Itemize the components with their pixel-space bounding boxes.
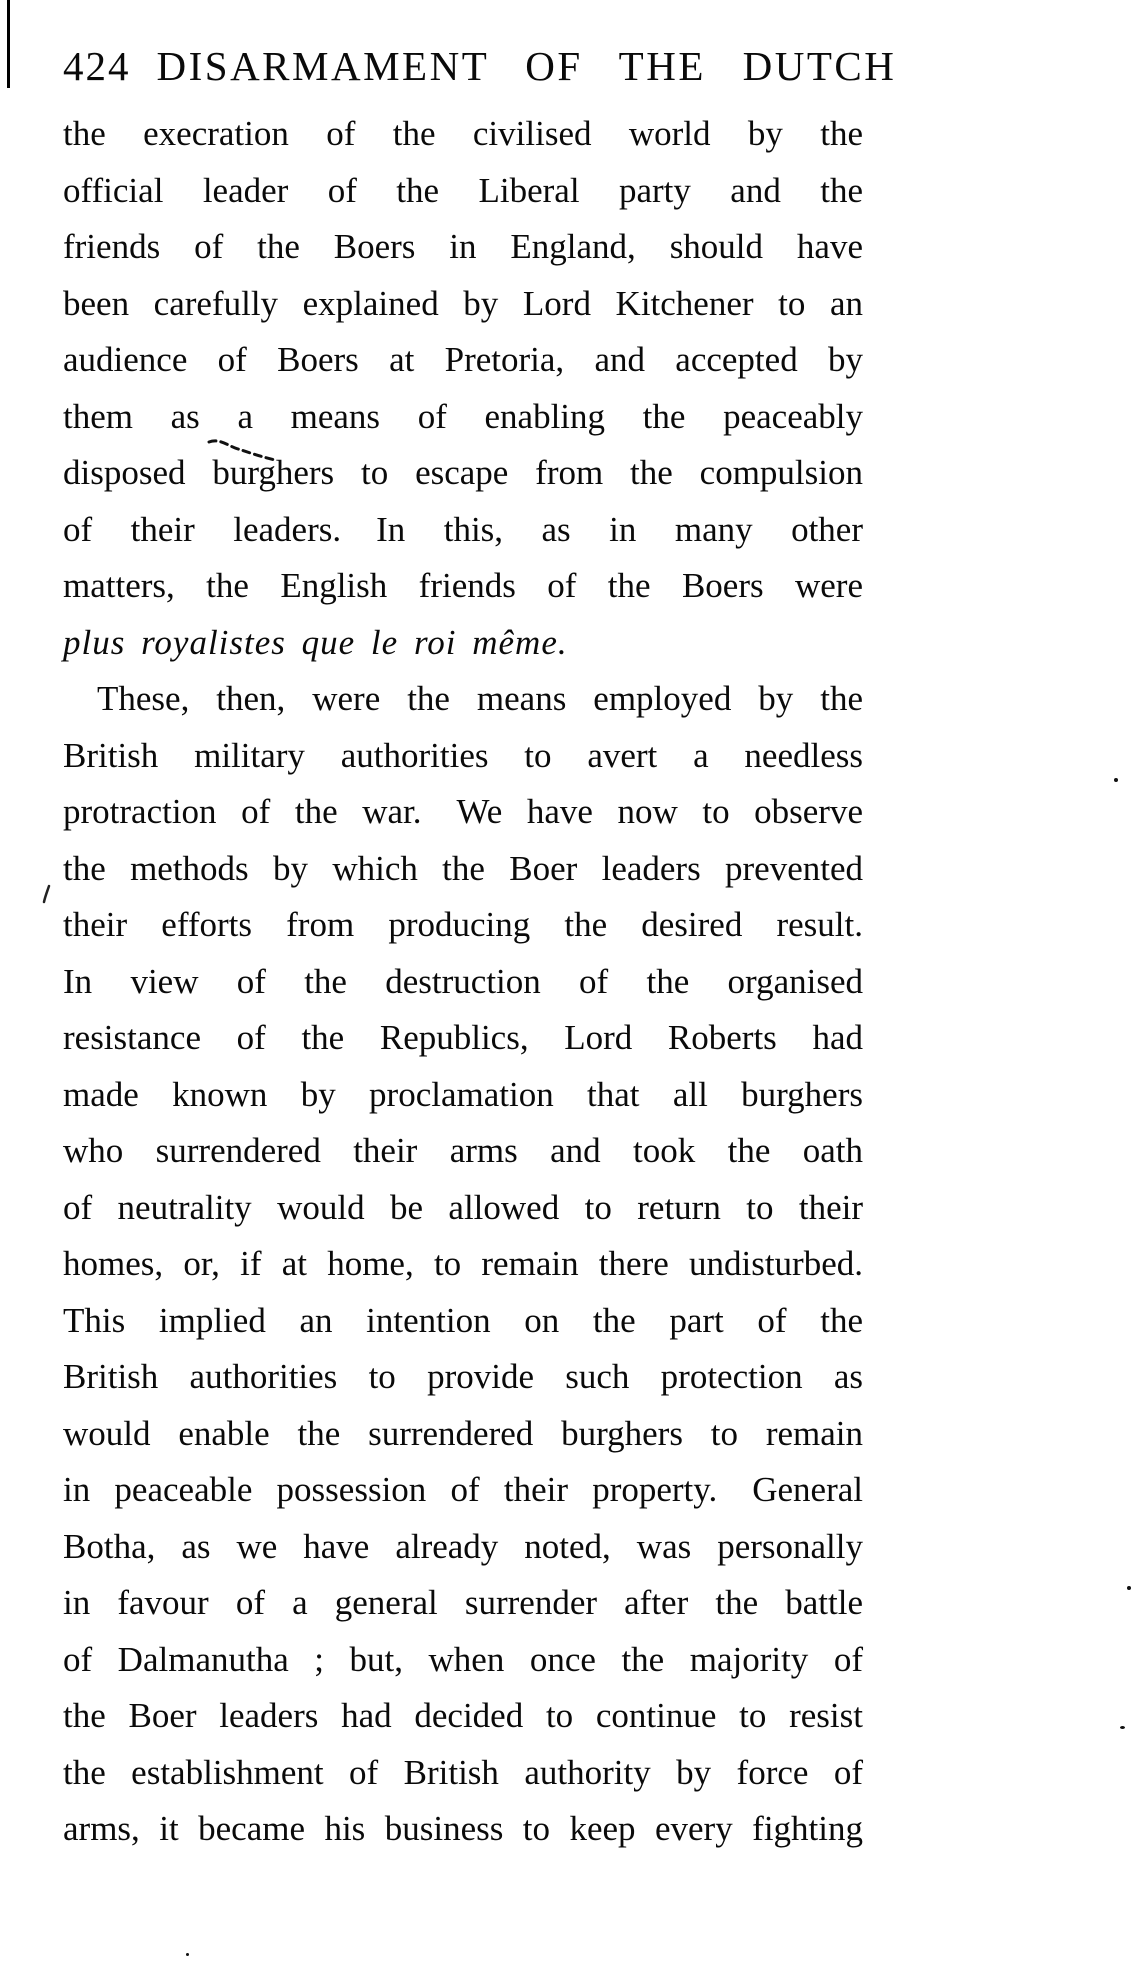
text-line: in favour of a general surrender after the battle xyxy=(63,1583,863,1622)
text-line: arms, it became his business to keep every fighting xyxy=(63,1809,863,1848)
text-line: the execration of the civilised world by the xyxy=(63,114,863,153)
scan-smudge-artifact xyxy=(206,437,278,465)
text-line: disposed burghers to escape from the compulsion xyxy=(63,453,863,492)
text-line: In view of the destruction of the organised xyxy=(63,961,863,1001)
text-line: of Dalmanutha ; but, when once the majority of xyxy=(63,1639,863,1679)
text-line: British authorities to provide such protection as xyxy=(63,1357,863,1396)
text-line: the Boer leaders had decided to continue to resist xyxy=(63,1696,863,1735)
scan-speck xyxy=(1127,1586,1131,1590)
text-line: the establishment of British authority by force of xyxy=(63,1752,863,1792)
page-number: 424 xyxy=(63,43,131,89)
text-line: audience of Boers at Pretoria, and accepted by xyxy=(63,340,863,379)
text-line: their efforts from producing the desired result. xyxy=(63,905,863,944)
text-line: homes, or, if at home, to remain there undisturbed. xyxy=(63,1244,863,1283)
text-line: British military authorities to avert a needless xyxy=(63,735,863,775)
text-line: in peaceable possession of their property. General xyxy=(63,1470,863,1509)
text-line: would enable the surrendered burghers to remain xyxy=(63,1413,863,1453)
text-line: matters, the English friends of the Boers were xyxy=(63,566,863,605)
text-line: them as a means of enabling the peaceably xyxy=(63,396,863,436)
scan-speck xyxy=(1114,778,1118,782)
running-title: DISARMAMENT OF THE DUTCH xyxy=(156,43,897,89)
page-body xyxy=(63,106,863,1858)
text-line: of neutrality would be allowed to return to their xyxy=(63,1187,863,1227)
scan-margin-mark-artifact xyxy=(42,884,52,904)
scan-gutter-artifact xyxy=(7,0,10,88)
text-line: friends of the Boers in England, should have xyxy=(63,227,863,266)
text-line: been carefully explained by Lord Kitchener to an xyxy=(63,283,863,323)
text-line: These, then, were the means employed by the xyxy=(97,679,863,718)
text-line: protraction of the war. We have now to observe xyxy=(63,792,863,831)
scan-speck xyxy=(1120,1726,1125,1729)
page-header xyxy=(63,42,897,90)
text-line: the methods by which the Boer leaders prevented xyxy=(63,848,863,888)
text-line: Botha, as we have already noted, was personally xyxy=(63,1526,863,1566)
text-line: This implied an intention on the part of the xyxy=(63,1300,863,1340)
text-line: made known by proclamation that all burghers xyxy=(63,1074,863,1114)
text-line: official leader of the Liberal party and the xyxy=(63,170,863,210)
text-line: plus royalistes que le roi même. xyxy=(63,622,568,662)
scan-speck xyxy=(186,1953,189,1956)
text-line: resistance of the Republics, Lord Roberts had xyxy=(63,1018,863,1057)
text-line: of their leaders. In this, as in many other xyxy=(63,509,863,549)
text-line: who surrendered their arms and took the oath xyxy=(63,1131,863,1170)
